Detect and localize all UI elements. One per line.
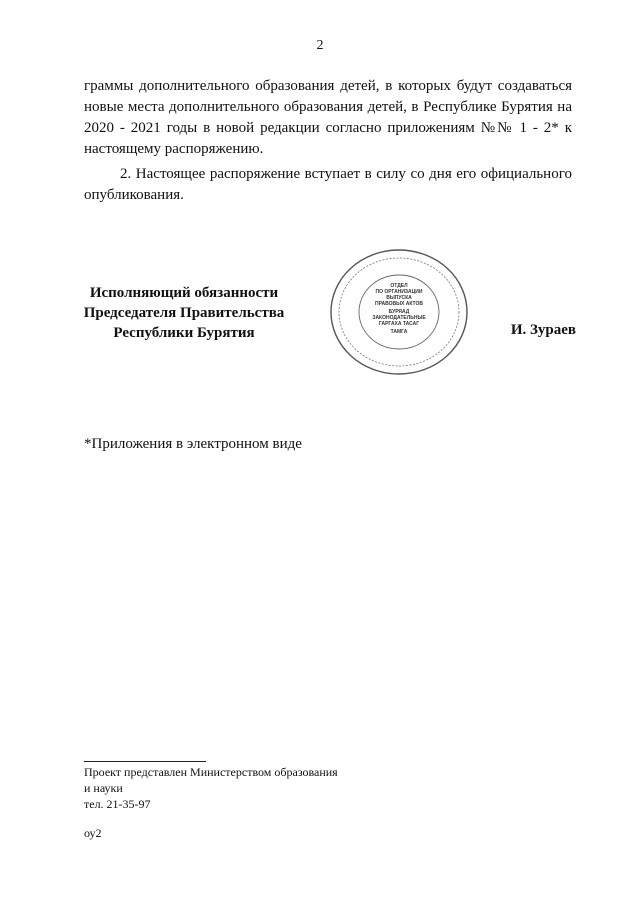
attachment-note: *Приложения в электронном виде	[84, 436, 302, 452]
svg-text:ВЫПУСКА: ВЫПУСКА	[386, 295, 412, 301]
svg-text:ЗАКОНОДАТЕЛЬНЫЕ: ЗАКОНОДАТЕЛЬНЫЕ	[372, 315, 426, 321]
svg-text:БУРЯАД: БУРЯАД	[388, 309, 410, 315]
signatory-title-line: Председателя Правительства	[83, 305, 285, 321]
footnote-divider	[84, 761, 206, 762]
footnote-line: и науки	[84, 781, 123, 795]
paragraph-continuation: граммы дополнительного образования детей, в которых будут создаваться новые места дополнительного образования детей, в Республике Бурятия на 2020 - 2021 годы в новой редакции согласно приложениям №№ 1 - 2* к настоящему распоряжению.	[84, 78, 572, 157]
svg-text:ПРАВОВЫХ АКТОВ: ПРАВОВЫХ АКТОВ	[375, 301, 423, 307]
svg-text:ГАРГАХА ТАСАГ: ГАРГАХА ТАСАГ	[378, 321, 420, 327]
svg-text:ОТДЕЛ: ОТДЕЛ	[390, 283, 408, 289]
footnote-line: Проект представлен Министерством образования	[84, 765, 338, 779]
signatory-title-line: Исполняющий обязанности	[89, 285, 279, 301]
page-number: 2	[316, 38, 324, 53]
official-stamp	[328, 247, 470, 377]
signatory-title-line: Республики Бурятия	[113, 325, 255, 341]
footnote	[84, 764, 338, 812]
svg-text:ТАМГА: ТАМГА	[390, 329, 408, 335]
svg-text:ПО ОРГАНИЗАЦИИ: ПО ОРГАНИЗАЦИИ	[375, 289, 423, 295]
signatory-name: И. Зураев	[510, 322, 576, 338]
document-code: оу2	[84, 826, 102, 840]
paragraph-effective-date: 2. Настоящее распоряжение вступает в силу со дня его официального опубликования.	[84, 166, 572, 203]
signatory-title	[64, 283, 304, 343]
footnote-line: тел. 21-35-97	[84, 797, 151, 811]
